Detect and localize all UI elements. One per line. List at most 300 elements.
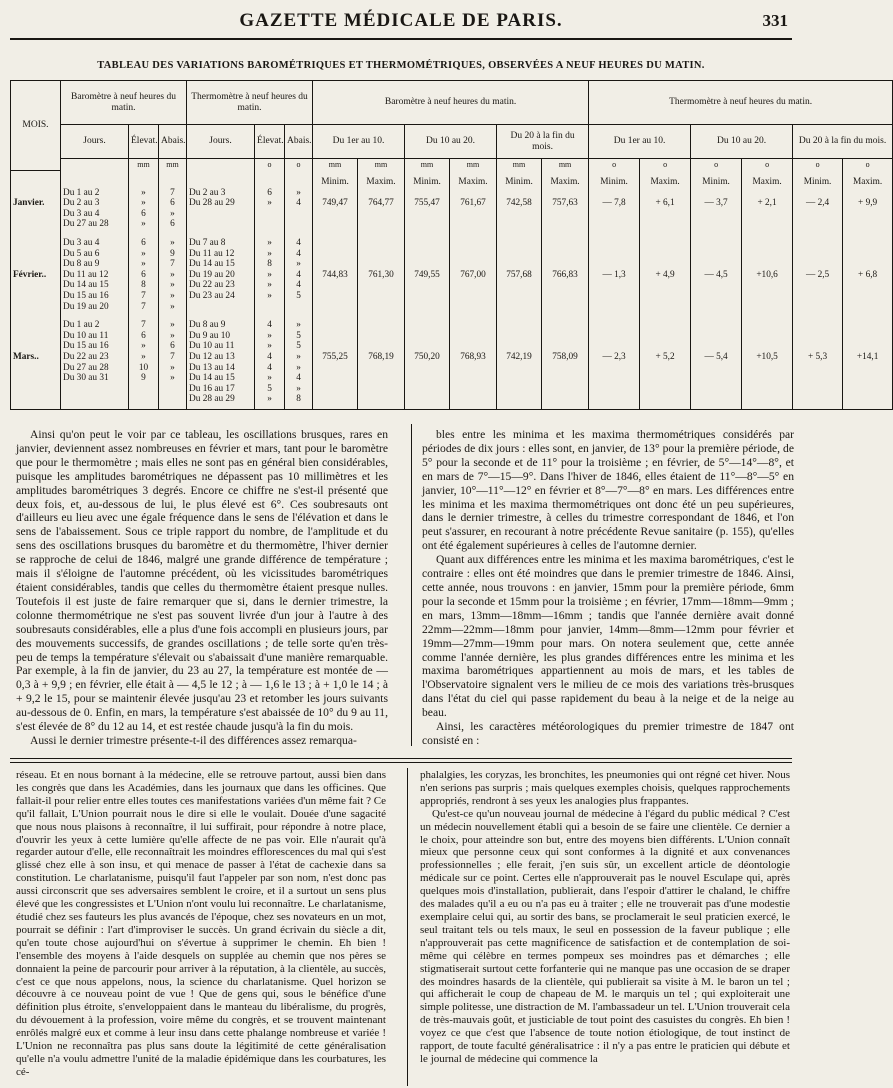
thermo-elev: » bbox=[255, 373, 285, 384]
value-bmin2 bbox=[405, 320, 450, 331]
value-bmax1 bbox=[358, 363, 405, 374]
spacer-cell bbox=[285, 405, 313, 410]
baro-elev: 7 bbox=[129, 302, 159, 313]
thermo-days: Du 28 au 29 bbox=[187, 198, 255, 209]
value-tmax2: + 2,1 bbox=[742, 198, 793, 209]
table-row bbox=[11, 341, 893, 352]
feuilleton-separator bbox=[10, 758, 792, 763]
value-tmax1 bbox=[640, 249, 691, 260]
table-row bbox=[11, 331, 893, 342]
spacer-cell bbox=[11, 405, 61, 410]
value-bmin3 bbox=[497, 238, 542, 249]
thermo-elev bbox=[255, 219, 285, 230]
baro-days: Du 5 au 6 bbox=[61, 249, 129, 260]
value-bmin3 bbox=[497, 373, 542, 384]
abais-header: Abais. bbox=[159, 125, 187, 159]
baro-days bbox=[61, 384, 129, 395]
spacer-cell bbox=[450, 405, 497, 410]
value-tmin2 bbox=[691, 280, 742, 291]
value-tmin2 bbox=[691, 291, 742, 302]
spacer-cell bbox=[589, 230, 640, 238]
thermo-elev: 4 bbox=[255, 320, 285, 331]
value-bmin1 bbox=[313, 394, 358, 405]
spacer-cell bbox=[542, 312, 589, 320]
value-tmax2 bbox=[742, 280, 793, 291]
value-bmax3 bbox=[542, 394, 589, 405]
units-mm-2: mm bbox=[358, 159, 405, 171]
thermo-days: Du 16 au 17 bbox=[187, 384, 255, 395]
period1-header: Du 1er au 10. bbox=[313, 125, 405, 159]
baro-abais: » bbox=[159, 209, 187, 220]
spacer-cell bbox=[313, 312, 358, 320]
baro-elev: 7 bbox=[129, 291, 159, 302]
maxim-label: Maxim. bbox=[640, 177, 691, 188]
spacer-cell bbox=[159, 230, 187, 238]
units-deg-abais: o bbox=[285, 159, 313, 171]
minmax-row bbox=[11, 177, 893, 188]
value-bmin2 bbox=[405, 373, 450, 384]
thermo-abais: 4 bbox=[285, 270, 313, 281]
baro-abais: » bbox=[159, 270, 187, 281]
elevat-header-2: Élevat. bbox=[255, 125, 285, 159]
value-tmin1 bbox=[589, 373, 640, 384]
spacer-cell bbox=[640, 312, 691, 320]
baro-abais: 7 bbox=[159, 188, 187, 199]
value-tmin3: — 2,4 bbox=[793, 198, 843, 209]
value-tmax2 bbox=[742, 259, 793, 270]
value-tmin3 bbox=[793, 363, 843, 374]
value-bmin1: 749,47 bbox=[313, 198, 358, 209]
col-mois bbox=[11, 81, 61, 171]
value-bmax1 bbox=[358, 238, 405, 249]
spacer-cell bbox=[285, 230, 313, 238]
month-name bbox=[11, 331, 61, 342]
value-bmax2 bbox=[450, 188, 497, 199]
units-deg-6: o bbox=[843, 159, 893, 171]
baro-abais bbox=[159, 394, 187, 405]
baro-elev: 10 bbox=[129, 363, 159, 374]
table-row bbox=[11, 302, 893, 313]
value-bmin3: 742,19 bbox=[497, 352, 542, 363]
value-bmin1 bbox=[313, 238, 358, 249]
thermo-abais: 5 bbox=[285, 291, 313, 302]
month-name bbox=[11, 188, 61, 199]
thermo-abais: 8 bbox=[285, 394, 313, 405]
value-bmin2 bbox=[405, 280, 450, 291]
baro-abais: 6 bbox=[159, 341, 187, 352]
spacer-cell bbox=[691, 405, 742, 410]
baro-elev: » bbox=[129, 341, 159, 352]
value-tmin3 bbox=[793, 238, 843, 249]
spacer-cell bbox=[691, 312, 742, 320]
value-bmin1: 744,83 bbox=[313, 270, 358, 281]
value-tmax1 bbox=[640, 320, 691, 331]
baro-days: Du 3 au 4 bbox=[61, 238, 129, 249]
month-name bbox=[11, 259, 61, 270]
month-name bbox=[11, 363, 61, 374]
value-tmin2 bbox=[691, 363, 742, 374]
value-tmax3 bbox=[843, 394, 893, 405]
period2-header-t: Du 10 au 20. bbox=[691, 125, 793, 159]
thermo-days: Du 14 au 15 bbox=[187, 259, 255, 270]
period3-header: Du 20 à la fin du mois. bbox=[497, 125, 589, 159]
value-tmin1 bbox=[589, 341, 640, 352]
meteo-table-container bbox=[10, 80, 887, 413]
baro-abais: 7 bbox=[159, 259, 187, 270]
thermo-elev: » bbox=[255, 280, 285, 291]
spacer-cell bbox=[187, 312, 255, 320]
units-deg-elev: o bbox=[255, 159, 285, 171]
thermo-abais: » bbox=[285, 259, 313, 270]
article-paragraph: Ainsi qu'on peut le voir par ce tableau, les oscillations brusques, rares en janvier, deviennent assez nombreuses en février et mars, tant pour le baromètre que pour le thermomètre ; mais elles ne sont pas en général bien considérables, puisque les amplitudes barométriques ne dépassent pas 10 millimètres et les amplitudes barométriques 3 degrés. Encore ce chiffre ne s'est-il présenté que deux fois, et, au-dessous de lui, le plus élevé est 6°. Ces soubresauts ont d'ailleurs eu lieu avec une égale fréquence dans le sens de l'élévation et dans le sens de l'abaissement. Sous ce triple rapport du nombre, de l'amplitude et du sens des oscillations brusques du baromètre et du thermomètre, l'hiver dernier se rapproche de celui de 1846, malgré une grande différence de température ; mais il s'éloigne de l'automne précédent, où les vicissitudes barométriques étaient considérables, tandis que celles du thermomètre étaient presque nulles. Toutefois il est juste de faire remarquer que si, dans le dernier trimestre, la colonne thermométrique ne s'est pas souvent livrée d'un jour à l'autre à des soubresauts considérables, elle a plus d'une fois accompli en plusieurs jours, par des mouvements successifs, de grandes oscillations ; de telle sorte qu'en très-peu de temps la température s'élevait ou s'abaissait d'une manière remarquable. Par exemple, à la fin de janvier, du 23 au 27, la température est montée de — 0,3 à + 9,9 ; en février, elle était à — 4,5 le 12 ; à — 1,6 le 13 ; à + 1,0 le 14 ; à + 9,2 le 15, pour se maintenir élevée jusqu'au 23 et retomber les jours suivants au-dessous de 0. Enfin, en mars, la température s'est abaissée de 10° du 9 au 11, s'est élevée de 8° du 12 au 14, et est restée chaude jusqu'à la fin du mois. bbox=[16, 428, 388, 734]
spacer-cell bbox=[405, 312, 450, 320]
value-tmax3 bbox=[843, 320, 893, 331]
value-bmin2 bbox=[405, 341, 450, 352]
value-bmax1 bbox=[358, 209, 405, 220]
spacer-cell bbox=[129, 230, 159, 238]
value-bmax2 bbox=[450, 320, 497, 331]
value-tmax3 bbox=[843, 280, 893, 291]
value-tmin1 bbox=[589, 238, 640, 249]
table-row bbox=[11, 209, 893, 220]
article-paragraph: Ainsi, les caractères météorologiques du premier trimestre de 1847 ont consisté en : bbox=[422, 720, 794, 747]
article-paragraph: bles entre les minima et les maxima thermométriques considérés par périodes de dix jours : elles sont, en janvier, de 13° pour la première période, de 5° pour la seconde et de 11° pour la troisième ; en février, de 5°—14°—8°, et en mars de 7°—15—9°. Dans l'hiver de 1846, elles étaient de 11°—8°—5° en janvier, 10°—11°—12° en février et 8°—7°—8° en mars. Les différences entre les minima et les maxima thermométriques ont donc été un peu supérieures, dans le dernier trimestre, à celles du trimestre correspondant de 1846, et l'on peut s'assurer, en recourant à notre précédente Revue sanitaire (p. 155), qu'elles ont été également supérieures à celles de l'automne dernier. bbox=[422, 428, 794, 553]
value-bmin1 bbox=[313, 341, 358, 352]
maxim-label: Maxim. bbox=[843, 177, 893, 188]
jours-header-2: Jours. bbox=[187, 125, 255, 159]
article-paragraph: Aussi le dernier trimestre présente-t-il des différences assez remarqua- bbox=[30, 733, 357, 747]
month-name bbox=[11, 302, 61, 313]
value-tmax1 bbox=[640, 302, 691, 313]
thermo-days bbox=[187, 302, 255, 313]
spacer-cell bbox=[742, 230, 793, 238]
value-tmin2 bbox=[691, 219, 742, 230]
value-tmin3 bbox=[793, 219, 843, 230]
units-deg-1: o bbox=[589, 159, 640, 171]
value-tmin1 bbox=[589, 188, 640, 199]
table-row bbox=[11, 291, 893, 302]
value-bmax1 bbox=[358, 219, 405, 230]
value-tmax1: + 4,9 bbox=[640, 270, 691, 281]
table-row bbox=[11, 188, 893, 199]
month-name bbox=[11, 280, 61, 291]
baro-elev: 6 bbox=[129, 238, 159, 249]
month-name bbox=[11, 341, 61, 352]
value-tmin1 bbox=[589, 320, 640, 331]
thermo-abais: 4 bbox=[285, 249, 313, 260]
month-name: Février.. bbox=[11, 270, 61, 281]
spacer-cell bbox=[187, 405, 255, 410]
value-tmax2 bbox=[742, 302, 793, 313]
value-bmin3 bbox=[497, 249, 542, 260]
value-bmax1 bbox=[358, 302, 405, 313]
value-tmin3 bbox=[793, 331, 843, 342]
month-name bbox=[11, 238, 61, 249]
spacer-cell bbox=[11, 312, 61, 320]
value-bmax3 bbox=[542, 209, 589, 220]
value-bmax2 bbox=[450, 280, 497, 291]
value-bmax2: 761,67 bbox=[450, 198, 497, 209]
value-bmax3: 758,09 bbox=[542, 352, 589, 363]
minim-label: Minim. bbox=[589, 177, 640, 188]
baro-days: Du 1 au 2 bbox=[61, 320, 129, 331]
maxim-label: Maxim. bbox=[542, 177, 589, 188]
value-tmin1 bbox=[589, 249, 640, 260]
value-bmin1 bbox=[313, 219, 358, 230]
value-bmin1 bbox=[313, 363, 358, 374]
baro-abais: » bbox=[159, 373, 187, 384]
value-tmin3 bbox=[793, 384, 843, 395]
baro-elev: 6 bbox=[129, 331, 159, 342]
table-row bbox=[11, 394, 893, 405]
spacer-cell bbox=[61, 230, 129, 238]
value-bmin3: 742,58 bbox=[497, 198, 542, 209]
value-tmax1 bbox=[640, 188, 691, 199]
units-deg-4: o bbox=[742, 159, 793, 171]
value-bmax3 bbox=[542, 280, 589, 291]
value-bmin2: 749,55 bbox=[405, 270, 450, 281]
thermo-elev: 4 bbox=[255, 352, 285, 363]
month-name bbox=[11, 373, 61, 384]
month-gap-row bbox=[11, 312, 893, 320]
thermo-abais: » bbox=[285, 188, 313, 199]
table-row bbox=[11, 249, 893, 260]
baro-abais: » bbox=[159, 320, 187, 331]
table-row bbox=[11, 219, 893, 230]
value-tmax1 bbox=[640, 384, 691, 395]
thermo-abais bbox=[285, 209, 313, 220]
thermo-group-header: Thermomètre à neuf heures du matin. bbox=[187, 81, 313, 125]
thermo-days bbox=[187, 219, 255, 230]
value-tmax3 bbox=[843, 373, 893, 384]
thermo-elev: 4 bbox=[255, 363, 285, 374]
table-row bbox=[11, 259, 893, 270]
value-bmin2 bbox=[405, 219, 450, 230]
thermo-abais: 4 bbox=[285, 238, 313, 249]
spacer-cell bbox=[793, 405, 843, 410]
baro-elev: » bbox=[129, 249, 159, 260]
thermo-abais: 4 bbox=[285, 198, 313, 209]
spacer-cell bbox=[843, 405, 893, 410]
value-bmax2 bbox=[450, 249, 497, 260]
baro-elev bbox=[129, 384, 159, 395]
value-tmin1: — 2,3 bbox=[589, 352, 640, 363]
table-row bbox=[11, 363, 893, 374]
thermo-elev: » bbox=[255, 270, 285, 281]
table-row bbox=[11, 352, 893, 363]
spacer-cell bbox=[542, 230, 589, 238]
thermo-abais: 5 bbox=[285, 341, 313, 352]
value-tmin2 bbox=[691, 341, 742, 352]
value-tmax2 bbox=[742, 320, 793, 331]
value-tmin3 bbox=[793, 280, 843, 291]
thermo-abais: » bbox=[285, 363, 313, 374]
value-bmin3 bbox=[497, 394, 542, 405]
spacer-cell bbox=[11, 230, 61, 238]
baro-elev: 6 bbox=[129, 270, 159, 281]
value-tmin3 bbox=[793, 394, 843, 405]
baro-days: Du 10 au 11 bbox=[61, 331, 129, 342]
value-bmin3 bbox=[497, 280, 542, 291]
value-bmax1 bbox=[358, 188, 405, 199]
value-tmin3 bbox=[793, 209, 843, 220]
value-bmin2 bbox=[405, 259, 450, 270]
thermo-days: Du 19 au 20 bbox=[187, 270, 255, 281]
value-tmax3 bbox=[843, 219, 893, 230]
value-tmax3: +14,1 bbox=[843, 352, 893, 363]
baro-days: Du 27 au 28 bbox=[61, 219, 129, 230]
units-blank-2 bbox=[187, 159, 255, 171]
units-deg-5: o bbox=[793, 159, 843, 171]
value-tmax1 bbox=[640, 259, 691, 270]
value-bmin2 bbox=[405, 209, 450, 220]
value-bmin1 bbox=[313, 320, 358, 331]
value-bmax1 bbox=[358, 280, 405, 291]
value-tmin3 bbox=[793, 259, 843, 270]
value-tmin1 bbox=[589, 219, 640, 230]
value-tmax2 bbox=[742, 363, 793, 374]
baro-days: Du 2 au 3 bbox=[61, 198, 129, 209]
article-left-column bbox=[16, 428, 388, 748]
value-bmin3 bbox=[497, 331, 542, 342]
value-bmin2: 750,20 bbox=[405, 352, 450, 363]
period3-header-t: Du 20 à la fin du mois. bbox=[793, 125, 893, 159]
value-tmin2 bbox=[691, 373, 742, 384]
baro-elev: » bbox=[129, 198, 159, 209]
maxim-label: Maxim. bbox=[742, 177, 793, 188]
spacer-cell bbox=[497, 312, 542, 320]
spacer-cell bbox=[129, 405, 159, 410]
thermo-abais bbox=[285, 219, 313, 230]
spacer-cell bbox=[358, 312, 405, 320]
value-tmax1 bbox=[640, 341, 691, 352]
value-bmin2 bbox=[405, 331, 450, 342]
baro-abais: » bbox=[159, 238, 187, 249]
value-tmax3: + 9,9 bbox=[843, 198, 893, 209]
value-bmax2: 767,00 bbox=[450, 270, 497, 281]
value-tmax1: + 6,1 bbox=[640, 198, 691, 209]
value-bmin3: 757,68 bbox=[497, 270, 542, 281]
value-bmin3 bbox=[497, 291, 542, 302]
thermo-days: Du 14 au 15 bbox=[187, 373, 255, 384]
page-header bbox=[10, 4, 792, 40]
value-bmin3 bbox=[497, 363, 542, 374]
baro-elev: » bbox=[129, 259, 159, 270]
value-bmax2 bbox=[450, 209, 497, 220]
value-tmin3 bbox=[793, 188, 843, 199]
value-bmin2 bbox=[405, 384, 450, 395]
elevat-header: Élevat. bbox=[129, 125, 159, 159]
value-tmin2 bbox=[691, 331, 742, 342]
month-name: Janvier. bbox=[11, 198, 61, 209]
value-bmin3 bbox=[497, 259, 542, 270]
month-name bbox=[11, 291, 61, 302]
value-bmax3 bbox=[542, 363, 589, 374]
value-bmin1 bbox=[313, 188, 358, 199]
value-bmin2 bbox=[405, 302, 450, 313]
spacer-cell bbox=[358, 405, 405, 410]
value-tmin1 bbox=[589, 394, 640, 405]
value-tmin3 bbox=[793, 249, 843, 260]
value-tmax1 bbox=[640, 394, 691, 405]
baro-abais bbox=[159, 384, 187, 395]
baro-days: Du 15 au 16 bbox=[61, 291, 129, 302]
blank-cell bbox=[285, 177, 313, 188]
value-tmax2 bbox=[742, 238, 793, 249]
maxim-label: Maxim. bbox=[450, 177, 497, 188]
value-bmin3 bbox=[497, 384, 542, 395]
baro-days: Du 30 au 31 bbox=[61, 373, 129, 384]
month-name bbox=[11, 249, 61, 260]
thermo-days: Du 9 au 10 bbox=[187, 331, 255, 342]
value-bmin1 bbox=[313, 280, 358, 291]
baro-elev: » bbox=[129, 188, 159, 199]
value-bmax2 bbox=[450, 238, 497, 249]
units-mm-6: mm bbox=[542, 159, 589, 171]
value-tmin2 bbox=[691, 188, 742, 199]
month-name bbox=[11, 219, 61, 230]
baro-abais: » bbox=[159, 302, 187, 313]
thermo-elev bbox=[255, 302, 285, 313]
blank-cell bbox=[11, 177, 61, 188]
meteo-table bbox=[10, 80, 893, 410]
thermo-abais: 5 bbox=[285, 331, 313, 342]
feuilleton-paragraph: phalalgies, les coryzas, les bronchites, les pneumonies qui ont régné cet hiver. Nous n'en serions pas surpris ; mais quelques exemples choisis, quelques rapprochements appropriés, rendront à ses yeux les analogies plus frappantes. bbox=[420, 769, 790, 807]
value-bmin2 bbox=[405, 394, 450, 405]
value-bmax1 bbox=[358, 394, 405, 405]
value-tmin2 bbox=[691, 238, 742, 249]
value-tmax3 bbox=[843, 302, 893, 313]
thermo-days: Du 13 au 14 bbox=[187, 363, 255, 374]
month-name bbox=[11, 320, 61, 331]
spacer-cell bbox=[313, 230, 358, 238]
units-mm-elev: mm bbox=[129, 159, 159, 171]
column-divider bbox=[411, 424, 412, 746]
blank-cell bbox=[187, 177, 255, 188]
value-tmin1 bbox=[589, 363, 640, 374]
journal-title: GAZETTE MÉDICALE DE PARIS. bbox=[239, 10, 563, 31]
feuilleton-paragraph: réseau. Et en nous bornant à la médecine, elle se retrouve partout, aussi bien dans les congrès que dans les Académies, dans les journaux que dans les officines. Que fallait-il pour relier entre elles toutes ces manifestations variées d'un même fait ? Ce qu'il fallait, L'Union pourrait nous le dire si elle le voulait. Douée d'une sagacité que nous nous plaisons à reconnaître, il lui suffirait, pour répondre à notre place, d'ouvrir les yeux à cette lumière qu'elle affecte de ne pas voir. Elle n'aurait qu'à regarder autour d'elle, elle reconnaîtrait les moindres efflorescences du mal qui s'est glissé chez elle à son insu, et qui menace de passer à l'état de cachexie dans sa constitution. Le charlatanisme, puisqu'il faut l'appeler par son nom, n'est donc pas aussi circonscrit que ses adversaires semblent le croire, et il a surtout un sens plus élevé que les congressistes et L'Union n'ont voulu lui reconnaître. Le charlatanisme, étudié chez ses fauteurs les plus avancés de l'époque, chez ses novateurs en un mot, pourrait se définir : l'art d'improviser le succès. Un grand écrivain du siècle a dit, qu'en toute chose aujourd'hui on s'évertue à supprimer le chemin. Eh bien ! l'ensemble des moyens à l'aide desquels on supplée au chemin que nos pères se donnaient la peine de parcourir pour arriver à la réputation, à la clientèle, au succès, c'est ce que nous appelons, nous, la science du charlatanisme. Quel horizon se découvre à ce nouveau point de vue ! Que de gens qui, sous le bénéfice d'une définition plus étroite, s'enveloppaient dans le manteau du libéralisme, du progrès, du dévouement à la profession, voire même du congrès, et se trouvent maintenant enrôlés malgré eux et comme à leur insu dans cette phalange nombreuse et variée ! L'Union ne reconnaîtra pas plus sans doute la légitimité de cette généralisation qu'elle n'a voulu admettre l'unité de la maladie épidémique dans les courbatures, les cé- bbox=[16, 769, 386, 1078]
baro-abais: » bbox=[159, 280, 187, 291]
thermo-days: Du 11 au 12 bbox=[187, 249, 255, 260]
value-bmax3 bbox=[542, 219, 589, 230]
value-bmin2 bbox=[405, 238, 450, 249]
thermo-abais: 4 bbox=[285, 280, 313, 291]
thermo-group-header-2: Thermomètre à neuf heures du matin. bbox=[589, 81, 893, 125]
value-bmax2 bbox=[450, 341, 497, 352]
units-mm-3: mm bbox=[405, 159, 450, 171]
minim-label: Minim. bbox=[497, 177, 542, 188]
spacer-cell bbox=[793, 312, 843, 320]
page-number: 331 bbox=[762, 11, 788, 30]
minim-label: Minim. bbox=[313, 177, 358, 188]
spacer-cell bbox=[255, 312, 285, 320]
units-deg-2: o bbox=[640, 159, 691, 171]
article-right-column bbox=[422, 428, 794, 748]
blank-cell bbox=[61, 177, 129, 188]
thermo-elev: » bbox=[255, 394, 285, 405]
value-bmax2: 768,93 bbox=[450, 352, 497, 363]
feuilleton-right-column bbox=[420, 769, 790, 1066]
thermo-abais: » bbox=[285, 384, 313, 395]
table-caption: TABLEAU DES VARIATIONS BAROMÉTRIQUES ET THERMOMÉTRIQUES, OBSERVÉES A NEUF HEURES DU MATIN. bbox=[97, 60, 705, 71]
baro-days: Du 15 au 16 bbox=[61, 341, 129, 352]
spacer-cell bbox=[61, 312, 129, 320]
spacer-cell bbox=[255, 230, 285, 238]
baro-elev: 9 bbox=[129, 373, 159, 384]
value-tmin3 bbox=[793, 341, 843, 352]
value-bmax1 bbox=[358, 341, 405, 352]
